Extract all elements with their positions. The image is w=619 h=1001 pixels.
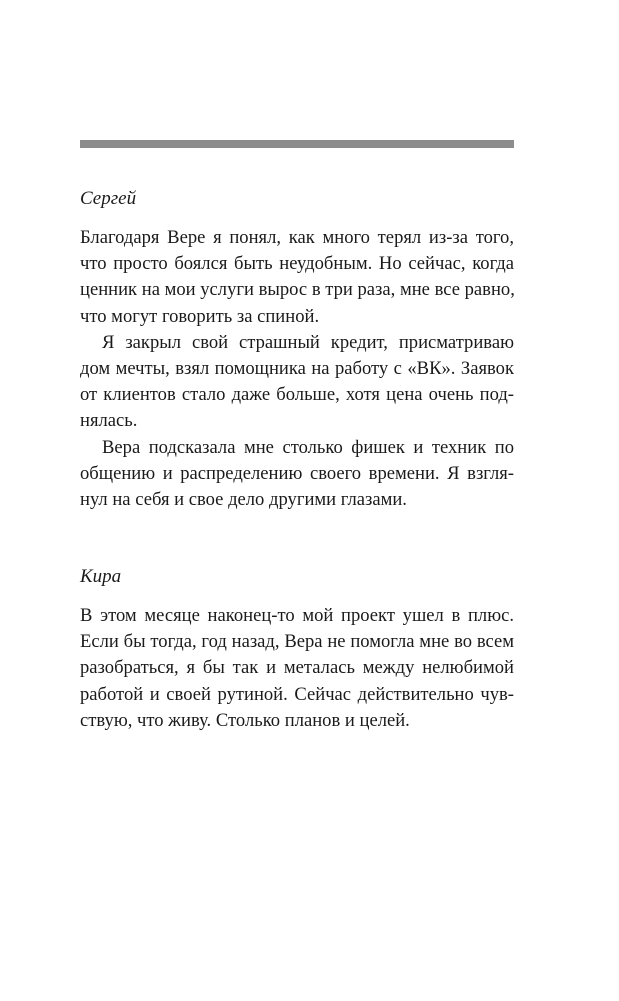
text-line: ценник на мои услуги вырос в три раза, мне все равно,	[80, 279, 515, 301]
text-line: нялась.	[80, 410, 138, 432]
text-line: нул на себя и свое дело другими глазами.	[80, 489, 407, 511]
text-line: Вера подсказала мне столько фишек и техник по	[102, 436, 514, 458]
text-line: В этом месяце наконец-то мой проект ушел в плюс.	[80, 605, 514, 626]
text-line: общению и распределению своего времени. Я взгля-	[80, 462, 514, 484]
text-line: что просто боялся быть неудобным. Но сейчас, когда	[80, 253, 514, 275]
text-line: от клиентов стало даже больше, хотя цена очень под-	[80, 384, 514, 406]
text-line: дом мечты, взял помощника на работу с «ВК». Заявок	[80, 358, 514, 380]
text-line: разобраться, я бы так и металась между нелюбимой	[80, 657, 514, 679]
testimonial-text	[80, 225, 520, 513]
text-line: что могут говорить за спиной.	[80, 305, 320, 327]
text-line: Если бы тогда, год назад, Вера не помогла мне во всем	[80, 631, 514, 653]
testimonial-sergey	[80, 186, 520, 513]
testimonial-author: Кира	[80, 566, 122, 587]
text-line: Я закрыл свой страшный кредит, присматриваю	[102, 331, 514, 353]
text-line: работой и своей рутиной. Сейчас действительно чув-	[80, 683, 514, 705]
testimonial-text	[80, 603, 520, 734]
section-divider-rule	[80, 140, 514, 148]
text-line: ствую, что живу. Столько планов и целей.	[80, 709, 410, 731]
text-line: Благодаря Вере я понял, как много терял из-за того,	[80, 227, 514, 248]
testimonial-kira	[80, 564, 520, 734]
testimonial-author: Сергей	[80, 188, 137, 209]
